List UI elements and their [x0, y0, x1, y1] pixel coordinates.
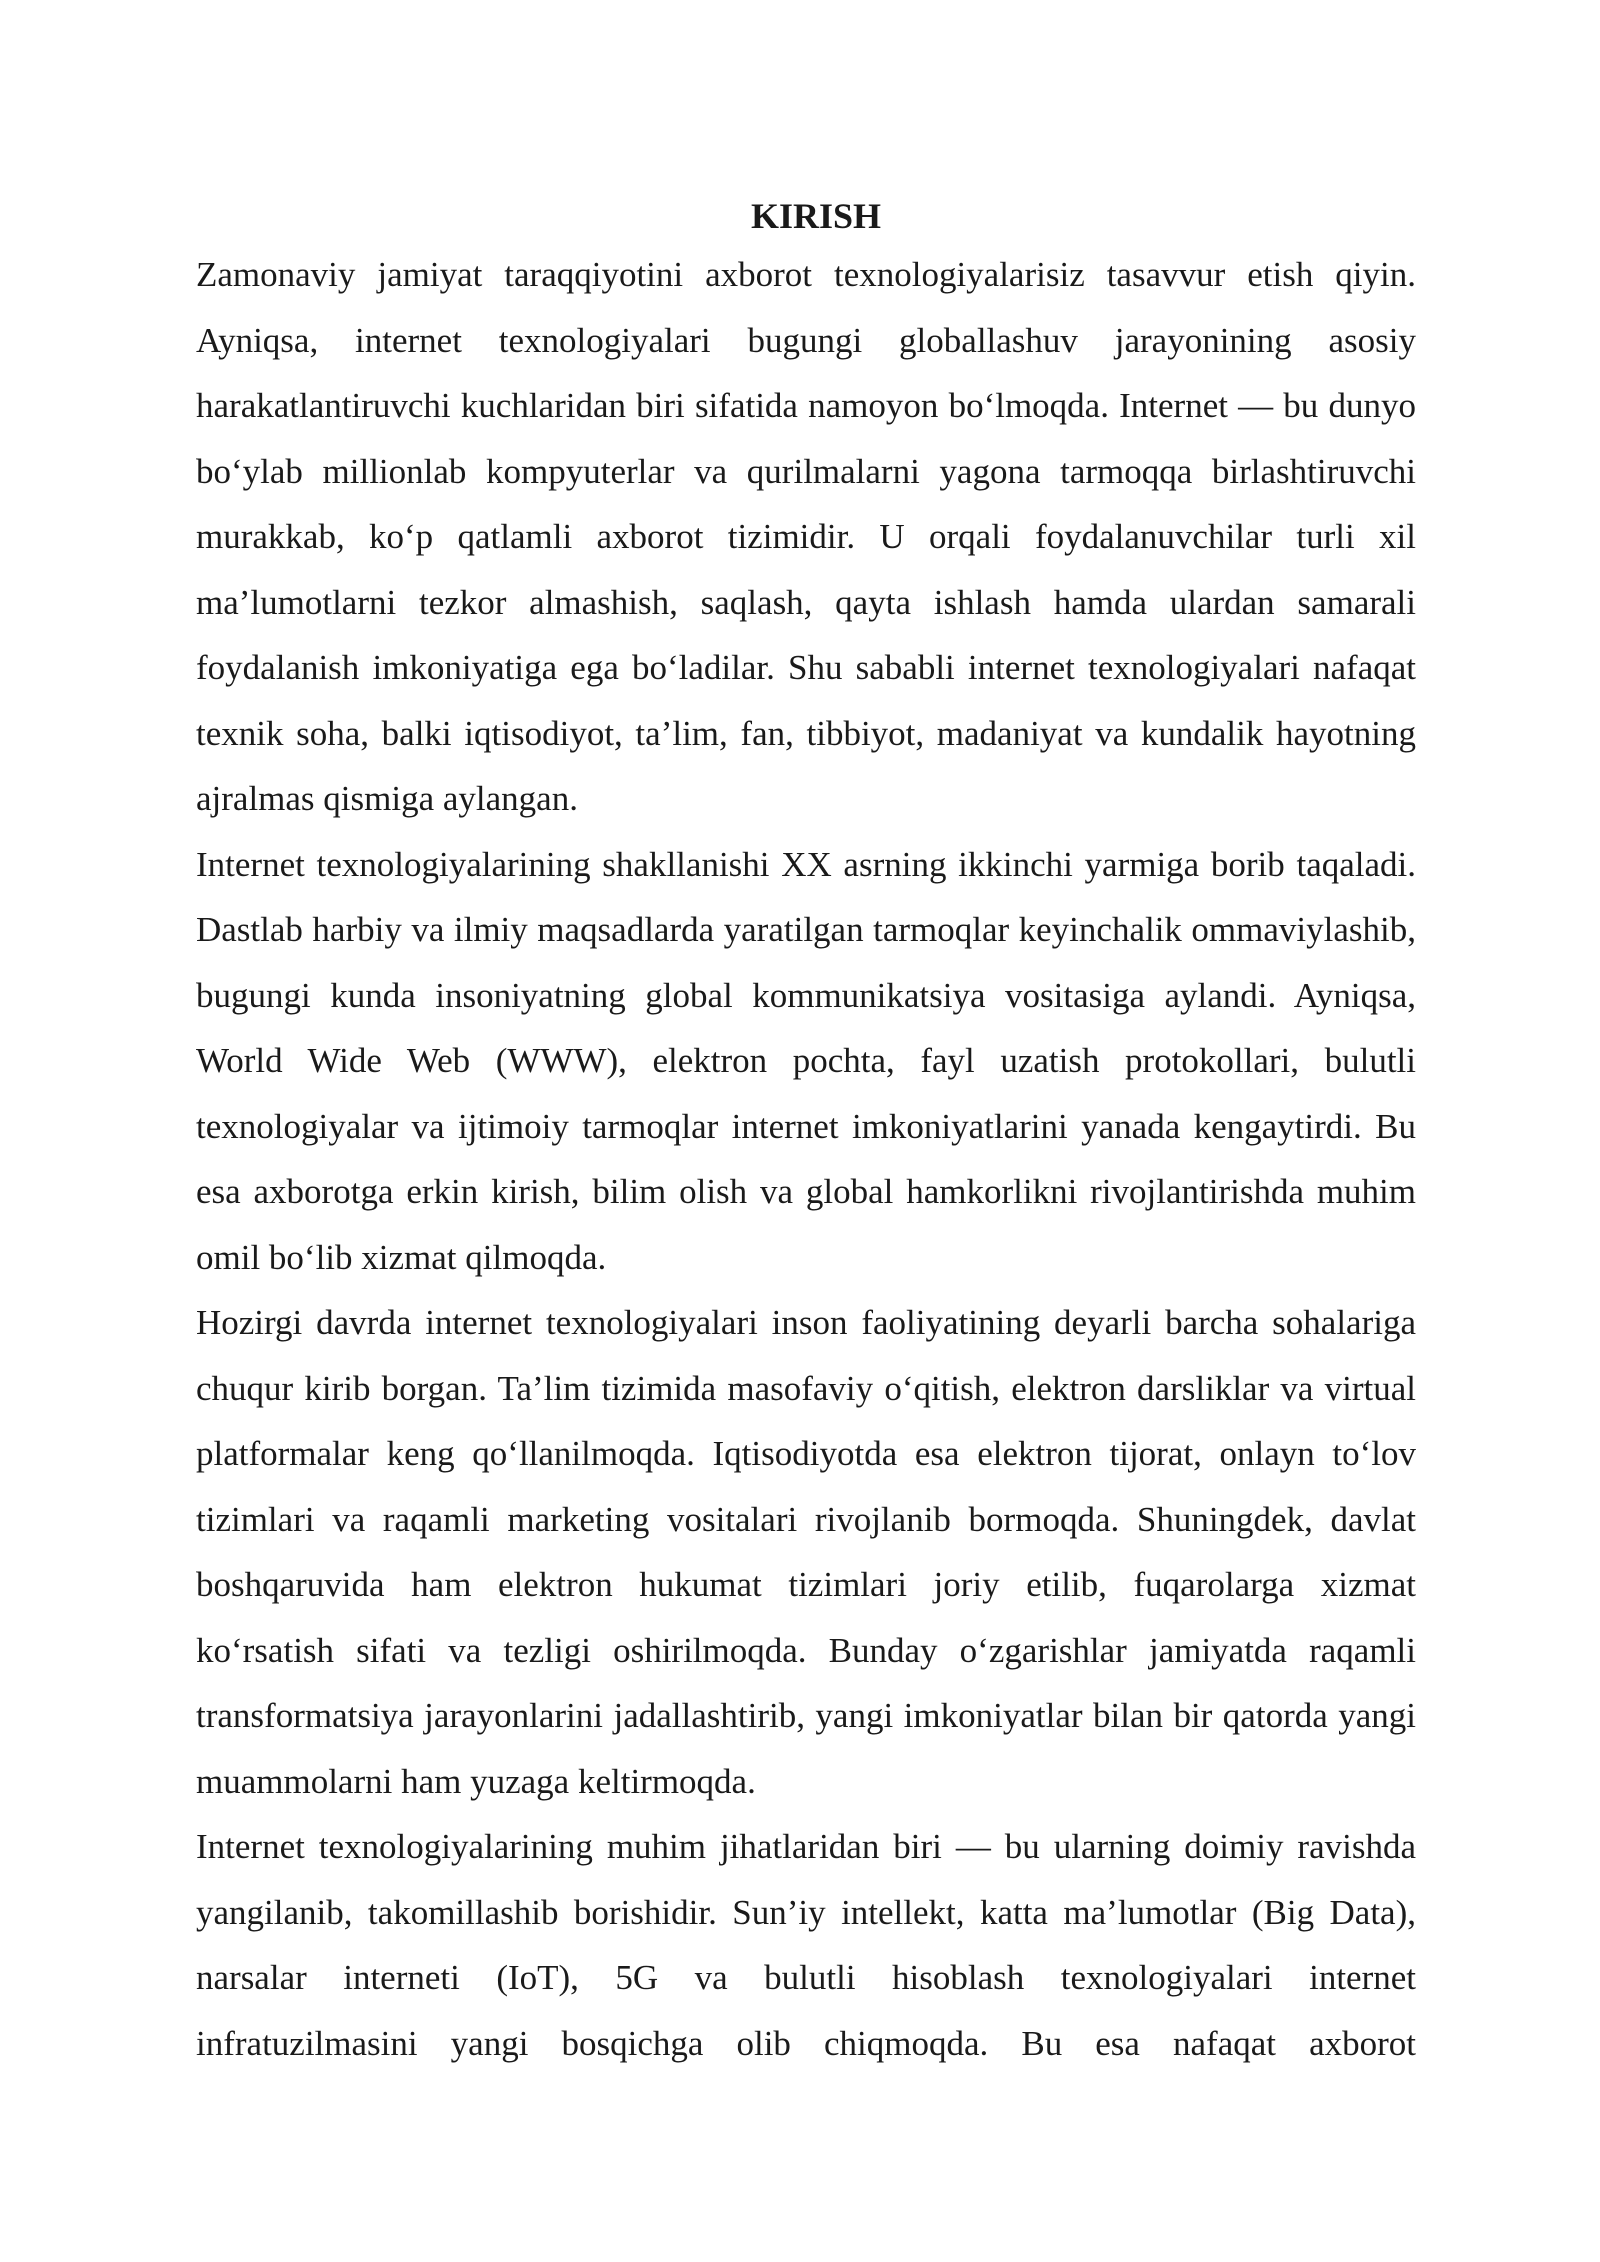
paragraph-2: Internet texnologiyalarining shakllanishi XX asrning ikkinchi yarmiga borib taqaladi. Dastlab harbiy va ilmiy maqsadlarda yaratilgan tarmoqlar keyinchalik ommaviylashib, bugungi kunda insoniyatning global kommunikatsiya vositasiga aylandi. Ayniqsa, World Wide Web (WWW), elektron pochta, fayl uzatish protokollari, bulutli texnologiyalar va ijtimoiy tarmoqlar internet imkoniyatlarini yanada kengaytirdi. Bu esa axborotga erkin kirish, bilim olish va global hamkorlikni rivojlantirishda muhim omil bo‘lib xizmat qilmoqda.: [196, 844, 1416, 1277]
paragraph-3: Hozirgi davrda internet texnologiyalari inson faoliyatining deyarli barcha sohalariga chuqur kirib borgan. Ta’lim tizimida masofaviy o‘qitish, elektron darsliklar va virtual platformalar keng qo‘llanilmoqda. Iqtisodiyotda esa elektron tijorat, onlayn to‘lov tizimlari va raqamli marketing vositalari rivojlanib bormoqda. Shuningdek, davlat boshqaruvida ham elektron hukumat tizimlari joriy etilib, fuqarolarga xizmat ko‘rsatish sifati va tezligi oshirilmoqda. Bunday o‘zgarishlar jamiyatda raqamli transformatsiya jarayonlarini jadallashtirib, yangi imkoniyatlar bilan bir qatorda yangi muammolarni ham yuzaga keltirmoqda.: [196, 1303, 1416, 1801]
paragraph-4: Internet texnologiyalarining muhim jihatlaridan biri — bu ularning doimiy ravishda yangilanib, takomillashib borishidir. Sun’iy intellekt, katta ma’lumotlar (Big Data), narsalar interneti (IoT), 5G va bulutli hisoblash texnologiyalari internet infratuzilmasini yangi bosqichga olib chiqmoqda. Bu esa nafaqat axborot: [196, 1827, 1416, 2063]
document-page: [196, 190, 1416, 2076]
paragraph-1: Zamonaviy jamiyat taraqqiyotini axborot texnologiyalarisiz tasavvur etish qiyin. Ayniqsa, internet texnologiyalari bugungi globallashuv jarayonining asosiy harakatlantiruvchi kuchlaridan biri sifatida namoyon bo‘lmoqda. Internet — bu dunyo bo‘ylab millionlab kompyuterlar va qurilmalarni yagona tarmoqqa birlashtiruvchi murakkab, ko‘p qatlamli axborot tizimidir. U orqali foydalanuvchilar turli xil ma’lumotlarni tezkor almashish, saqlash, qayta ishlash hamda ulardan samarali foydalanish imkoniyatiga ega bo‘ladilar. Shu sababli internet texnologiyalari nafaqat texnik soha, balki iqtisodiyot, ta’lim, fan, tibbiyot, madaniyat va kundalik hayotning ajralmas qismiga aylangan.: [196, 255, 1416, 818]
document-title: KIRISH: [750, 196, 882, 236]
